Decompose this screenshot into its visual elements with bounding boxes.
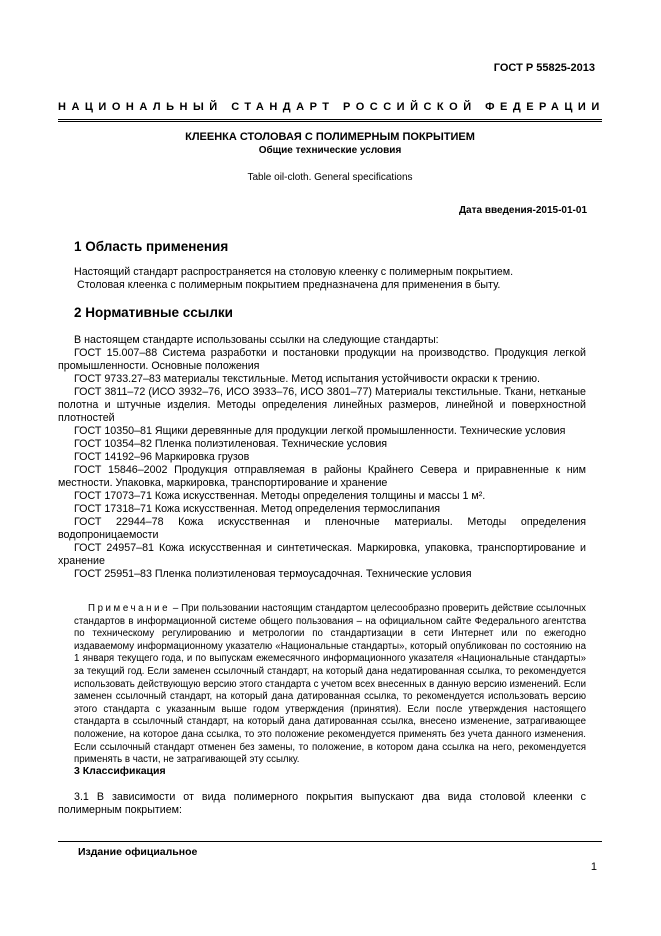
section-1-heading: 1 Область применения (74, 239, 229, 254)
note-text: – При пользовании настоящим стандартом целесообразно проверить действие ссылочных стандартов в информационной системе общего пользования – на официальном сайте Федерального агентства по техническому регулированию и метрологии по стандартизации в сети Интернет или по ежегодно издаваемому информационному указателю «Национальные стандарты», который опубликован по состоянию на 1 января текущего года, и по выпускам ежемесячного информационного указателя «Национальные стандарты» за текущий год. Если заменен ссылочный стандарт, на который дана недатированная ссылка, то рекомендуется использовать действующую версию этого стандарта с учетом всех внесенных в данную версию изменений. Если заменен ссылочный стандарт, на который дана датированная ссылка, то рекомендуется использовать версию этого стандарта с указанным выше годом утверждения (принятия). Если после утверждения настоящего стандарта в ссылочный стандарт, на который дана датированная ссылка, внесено изменение, затрагивающее положение, на которое дана ссылка, то это положение рекомендуется применять без учета данного изменения. Если ссылочный стандарт отменен без замены, то положение, в котором дана ссылка на него, рекомендуется применять в части, не затрагивающей эту ссылку. (74, 603, 586, 766)
section-2-heading: 2 Нормативные ссылки (74, 305, 233, 320)
section-2-body (58, 334, 586, 581)
section-3-paragraph: 3.1 В зависимости от вида полимерного покрытия выпускают два вида столовой клеенки с полимерным покрытием: (58, 791, 586, 816)
title-block (58, 131, 602, 184)
document-title-english: Table oil-cloth. General specifications (247, 172, 413, 183)
section-2-note (74, 603, 586, 767)
reference-item: ГОСТ 17073–71 Кожа искусственная. Методы определения толщины и массы 1 м². (74, 490, 486, 502)
reference-item: ГОСТ 10350–81 Ящики деревянные для продукции легкой промышленности. Технические условия (74, 425, 566, 437)
section-3-body (58, 791, 586, 817)
section-2-intro: В настоящем стандарте использованы ссылки на следующие стандарты: (74, 334, 439, 346)
page-number: 1 (590, 861, 597, 873)
official-edition-label: Издание официальное (78, 846, 198, 858)
reference-item: ГОСТ 15846–2002 Продукция отправляемая в районы Крайнего Севера и приравненные к ним местности. Упаковка, маркировка, транспортирование и хранение (58, 464, 586, 489)
section-1-body (74, 266, 586, 292)
reference-item: ГОСТ 15.007–88 Система разработки и постановки продукции на производство. Продукция легкой промышленности. Основные положения (58, 347, 586, 372)
reference-item: ГОСТ 17318–71 Кожа искусственная. Метод определения термослипания (74, 503, 441, 515)
reference-item: ГОСТ 9733.27–83 материалы текстильные. Метод испытания устойчивости окраски к трению. (74, 373, 540, 385)
reference-item: ГОСТ 10354–82 Пленка полиэтиленовая. Технические условия (74, 438, 388, 450)
introduction-date: Дата введения-2015-01-01 (458, 205, 587, 216)
gost-code: ГОСТ Р 55825-2013 (493, 62, 595, 74)
header-rule-bottom (58, 121, 602, 122)
note-label: Примечание (88, 603, 171, 614)
reference-item: ГОСТ 22944–78 Кожа искусственная и пленочные материалы. Методы определения водопроницаемости (58, 516, 586, 541)
document-subtitle: Общие технические условия (258, 145, 402, 156)
section-1-paragraph: Столовая клеенка с полимерным покрытием предназначена для применения в быту. (77, 279, 501, 291)
section-1-paragraph: Настоящий стандарт распространяется на столовую клеенку с полимерным покрытием. (74, 266, 514, 278)
header-rule-top (58, 119, 602, 120)
footer-rule (58, 841, 602, 842)
reference-item: ГОСТ 14192–96 Маркировка грузов (74, 451, 250, 463)
section-3-heading: 3 Классификация (74, 765, 166, 777)
document-title: КЛЕЕНКА СТОЛОВАЯ С ПОЛИМЕРНЫМ ПОКРЫТИЕМ (185, 131, 475, 143)
reference-item: ГОСТ 3811–72 (ИСО 3932–76, ИСО 3933–76, ИСО 3801–77) Материалы текстильные. Ткани, нетканые полотна и штучные изделия. Методы определения линейных размеров, линейной и поверхностной плотностей (58, 386, 586, 424)
national-standard-banner: НАЦИОНАЛЬНЫЙ СТАНДАРТ РОССИЙСКОЙ ФЕДЕРАЦИИ (58, 101, 605, 113)
reference-item: ГОСТ 24957–81 Кожа искусственная и синтетическая. Маркировка, упаковка, транспортирование и хранение (58, 542, 586, 567)
reference-item: ГОСТ 25951–83 Пленка полиэтиленовая термоусадочная. Технические условия (74, 568, 472, 580)
